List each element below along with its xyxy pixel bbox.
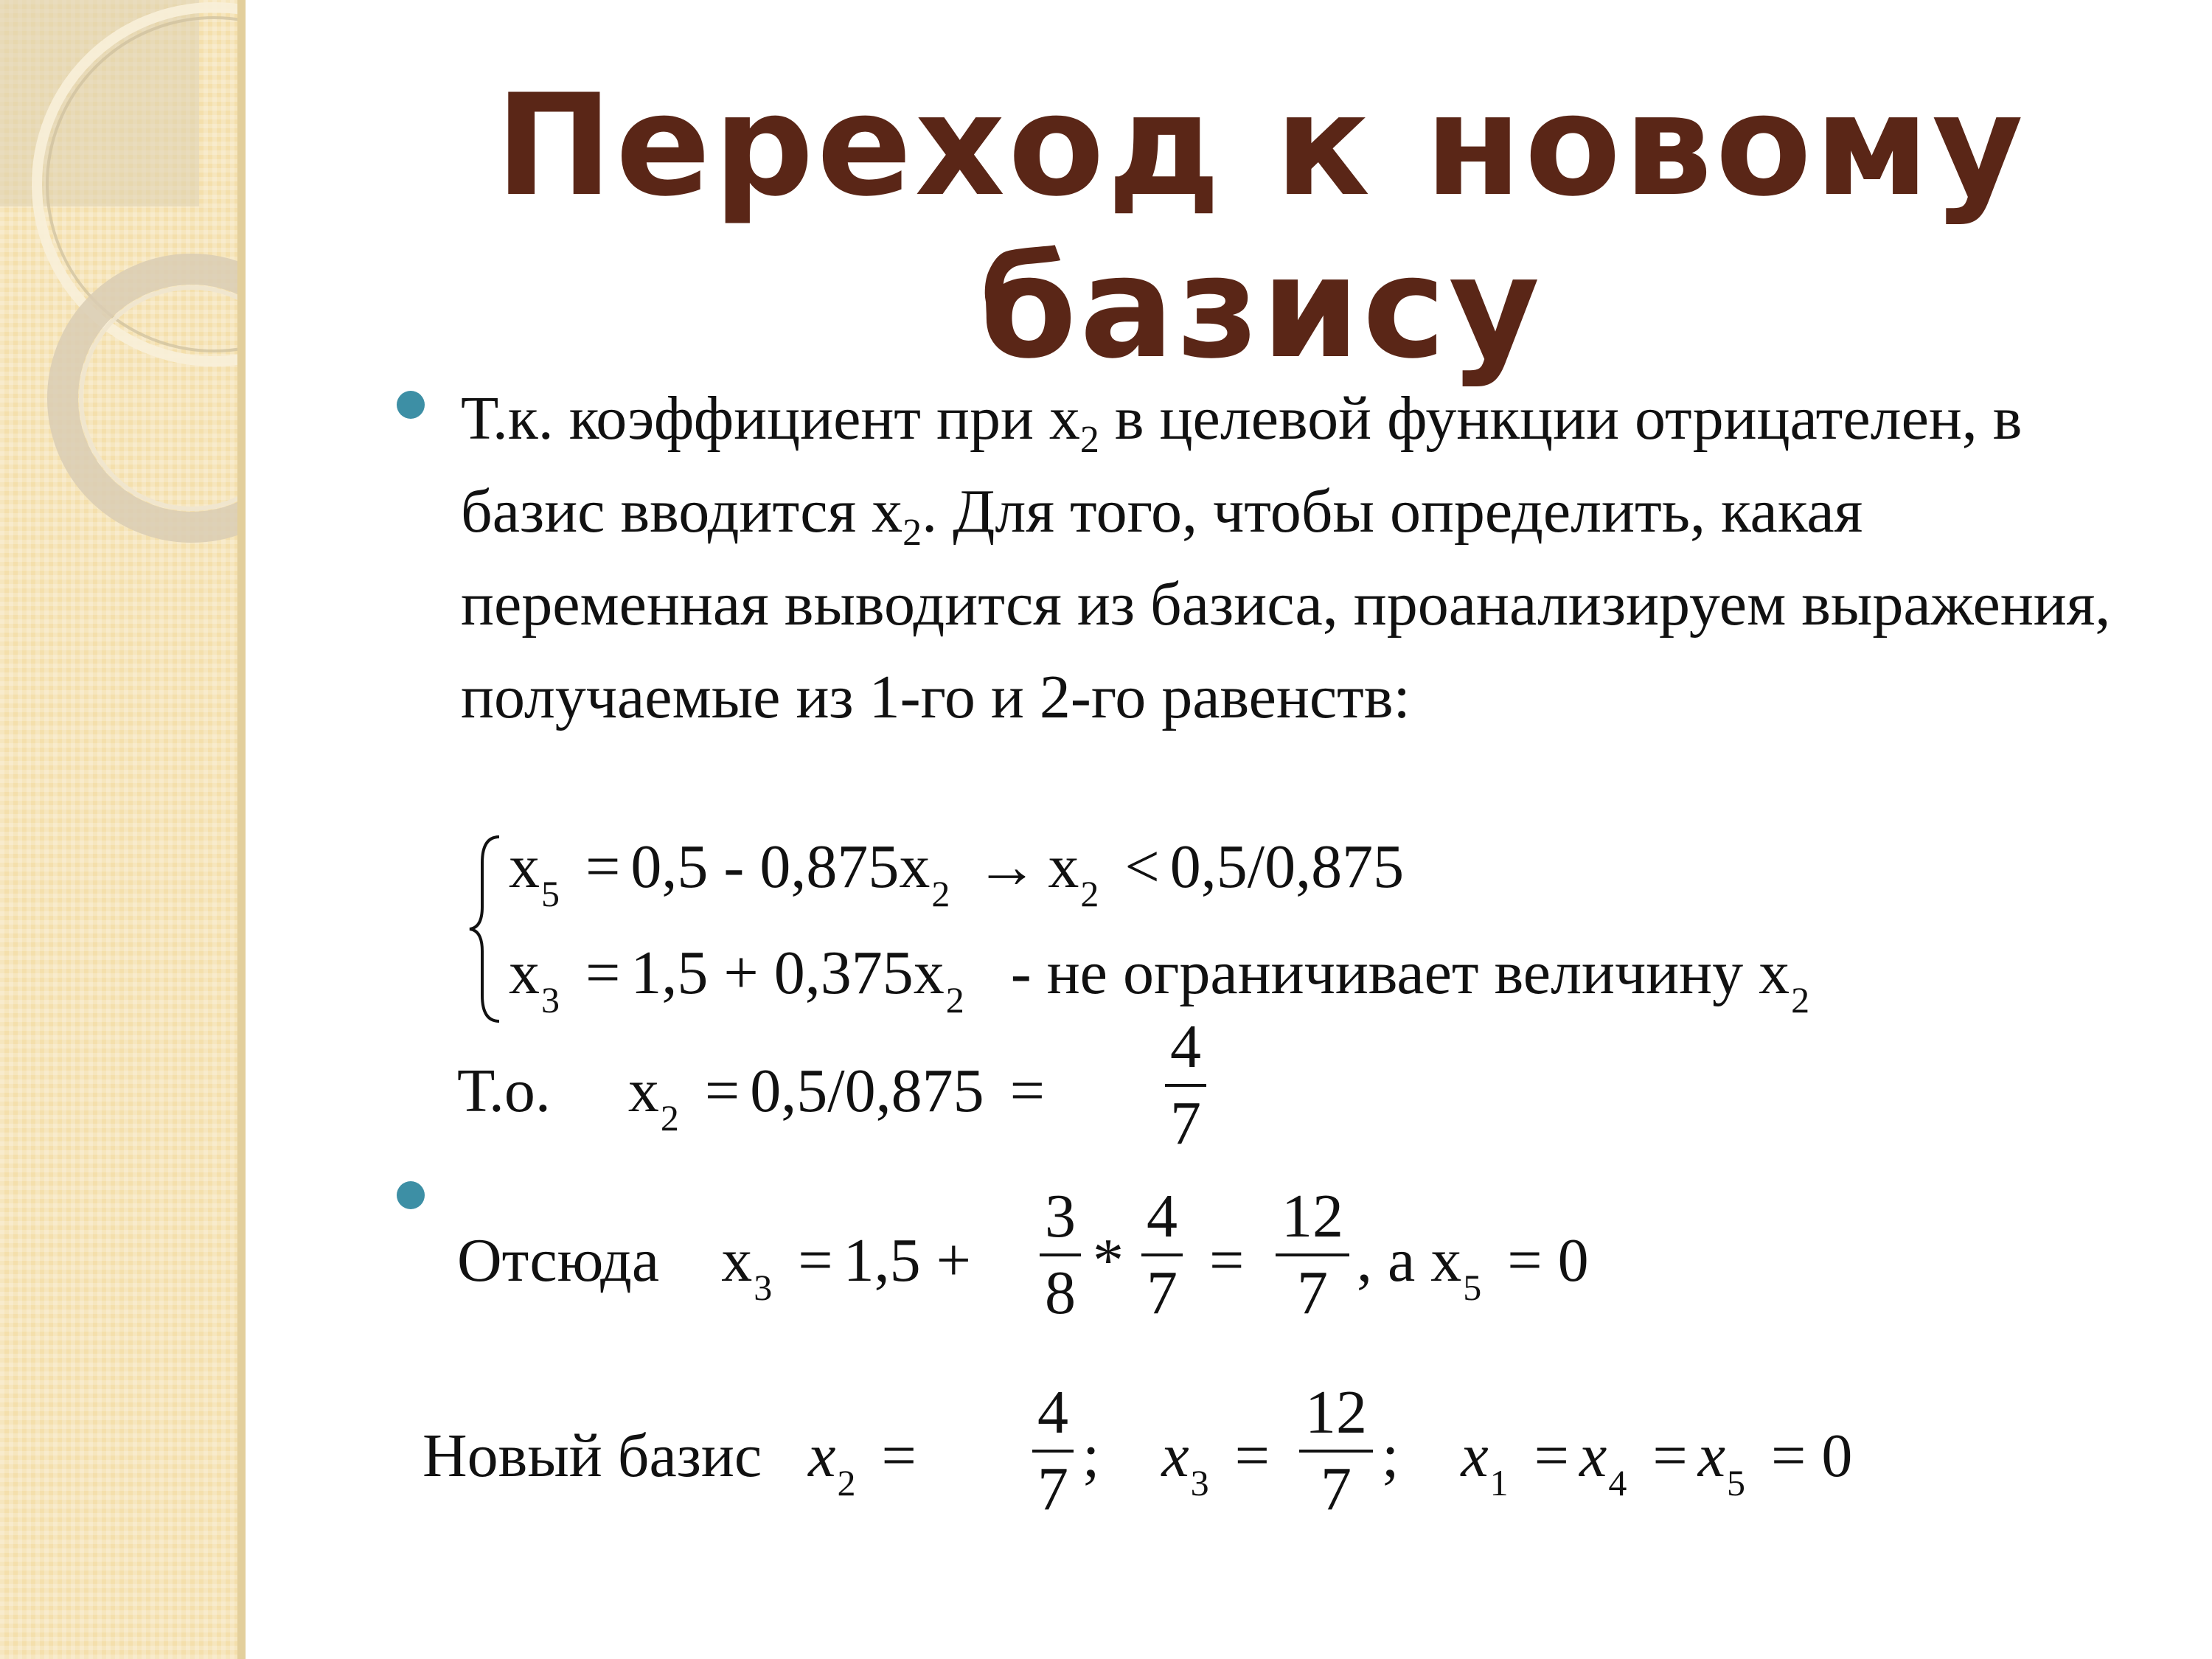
hence-tail-text: , а x xyxy=(1357,1226,1462,1295)
eq2-note: - не ограничивает величину x xyxy=(1010,939,1790,1007)
fraction-denominator: 7 xyxy=(1321,1455,1352,1523)
sidebar-decoration xyxy=(0,0,246,1659)
eq2-lhs: x xyxy=(509,939,540,1007)
para-text-3: . Для того, чтобы определить, какая переменная выводится из базиса, проанализируем выражения, получаемые из 1-го и 2-го равенств: xyxy=(461,477,2111,731)
fraction-numerator: 3 xyxy=(1045,1182,1076,1251)
basis-b-fraction xyxy=(1299,1376,1373,1526)
basis-c-eq-1: = xyxy=(1534,1422,1570,1490)
fraction-denominator: 8 xyxy=(1045,1259,1076,1327)
hence-tail-eq: = 0 xyxy=(1507,1226,1589,1295)
therefore-line xyxy=(457,1054,1055,1138)
multiply-sign: * xyxy=(1093,1226,1124,1295)
fraction-denominator: 7 xyxy=(1037,1455,1068,1523)
hence-fraction-2 xyxy=(1141,1180,1183,1330)
para-sub-1: 2 xyxy=(1079,418,1099,461)
hence-line-left xyxy=(457,1224,971,1308)
basis-b-wrap xyxy=(1082,1419,1280,1503)
fraction-numerator: 4 xyxy=(1037,1378,1068,1447)
eq2-note-sub: 2 xyxy=(1791,979,1810,1020)
fraction-denominator: 7 xyxy=(1147,1259,1178,1327)
ring-decoration xyxy=(0,0,246,590)
basis-c3-var: x xyxy=(1697,1422,1725,1490)
basis-a-sub: 2 xyxy=(837,1462,856,1503)
hence-fraction-1 xyxy=(1040,1180,1081,1330)
basis-a-var: x xyxy=(808,1422,836,1490)
eq1-rhs: 0,5 - 0,875x xyxy=(630,832,931,901)
eq1-lhs: x xyxy=(509,832,540,901)
fraction-numerator: 12 xyxy=(1305,1378,1367,1447)
hence-tail-sub: 5 xyxy=(1463,1267,1482,1308)
eq2-equals: = xyxy=(585,939,621,1007)
therefore-var-sub: 2 xyxy=(660,1097,679,1138)
basis-b-equals: = xyxy=(1234,1422,1270,1490)
intro-paragraph xyxy=(461,372,2157,744)
bullet-icon xyxy=(397,391,425,419)
eq1-less-than: < xyxy=(1124,832,1160,901)
new-basis-left xyxy=(422,1419,927,1503)
basis-a-fraction xyxy=(1032,1376,1074,1526)
fraction-numerator: 4 xyxy=(1170,1012,1201,1081)
basis-c1-var: x xyxy=(1461,1422,1489,1490)
basis-b-var: x xyxy=(1161,1422,1189,1490)
hence-var-sub: 3 xyxy=(754,1267,773,1308)
basis-c-eq-3: = 0 xyxy=(1770,1422,1853,1490)
arrow-icon: → xyxy=(975,832,1038,901)
hence-equals: = xyxy=(798,1226,833,1295)
bullet-icon xyxy=(397,1181,425,1209)
basis-sep-1: ; xyxy=(1082,1422,1100,1490)
eq2-lhs-sub: 3 xyxy=(541,979,560,1020)
eq1-bound: 0,5/0,875 xyxy=(1169,832,1405,901)
therefore-value: 0,5/0,875 xyxy=(750,1057,984,1125)
therefore-equals-2: = xyxy=(1009,1057,1045,1125)
eq1-rhs-sub: 2 xyxy=(931,873,950,914)
hence-tail xyxy=(1357,1224,1599,1308)
eq2-rhs: 1,5 + 0,375x xyxy=(630,939,945,1007)
hence-var: x xyxy=(721,1226,753,1295)
hence-equals-2: = xyxy=(1209,1226,1245,1295)
para-sub-2: 2 xyxy=(902,511,922,554)
sidebar-border xyxy=(237,0,246,1659)
eq1-var: x xyxy=(1048,832,1079,901)
hence-equals-2-wrap xyxy=(1209,1224,1244,1298)
basis-c2-var: x xyxy=(1579,1422,1607,1490)
eq1-lhs-sub: 5 xyxy=(541,873,560,914)
eq1-var-sub: 2 xyxy=(1080,873,1099,914)
fraction-numerator: 12 xyxy=(1281,1182,1343,1251)
therefore-label: Т.о. xyxy=(457,1057,551,1125)
basis-c1-sub: 1 xyxy=(1489,1462,1509,1503)
para-text-2: в целевой функции отрицателен, в базис вводится x xyxy=(461,384,2023,546)
hence-label: Отсюда xyxy=(457,1226,660,1295)
fraction-denominator: 7 xyxy=(1170,1089,1201,1158)
para-text-1: Т.к. коэффициент при x xyxy=(461,384,1080,453)
hence-multiply xyxy=(1093,1224,1124,1298)
fraction-numerator: 4 xyxy=(1147,1182,1178,1251)
therefore-equals: = xyxy=(704,1057,740,1125)
system-equation-2 xyxy=(509,936,1809,1018)
eq2-rhs-sub: 2 xyxy=(945,979,964,1020)
basis-sep-2: ; xyxy=(1382,1422,1399,1490)
page-title: Переход к новому базису xyxy=(495,64,2027,389)
new-basis-label: Новый базис xyxy=(422,1422,762,1490)
therefore-var: x xyxy=(627,1057,659,1125)
basis-a-equals: = xyxy=(881,1422,917,1490)
fraction-denominator: 7 xyxy=(1297,1259,1328,1327)
basis-c2-sub: 4 xyxy=(1608,1462,1627,1503)
system-brace xyxy=(466,833,510,1025)
basis-c-wrap xyxy=(1382,1419,1863,1503)
hence-term: 1,5 + xyxy=(843,1226,971,1295)
basis-c3-sub: 5 xyxy=(1726,1462,1745,1503)
basis-b-sub: 3 xyxy=(1190,1462,1209,1503)
basis-c-eq-2: = xyxy=(1652,1422,1688,1490)
therefore-fraction xyxy=(1165,1010,1206,1161)
eq1-equals: = xyxy=(585,832,621,901)
system-equation-1 xyxy=(509,830,1405,914)
hence-fraction-3 xyxy=(1276,1180,1349,1330)
